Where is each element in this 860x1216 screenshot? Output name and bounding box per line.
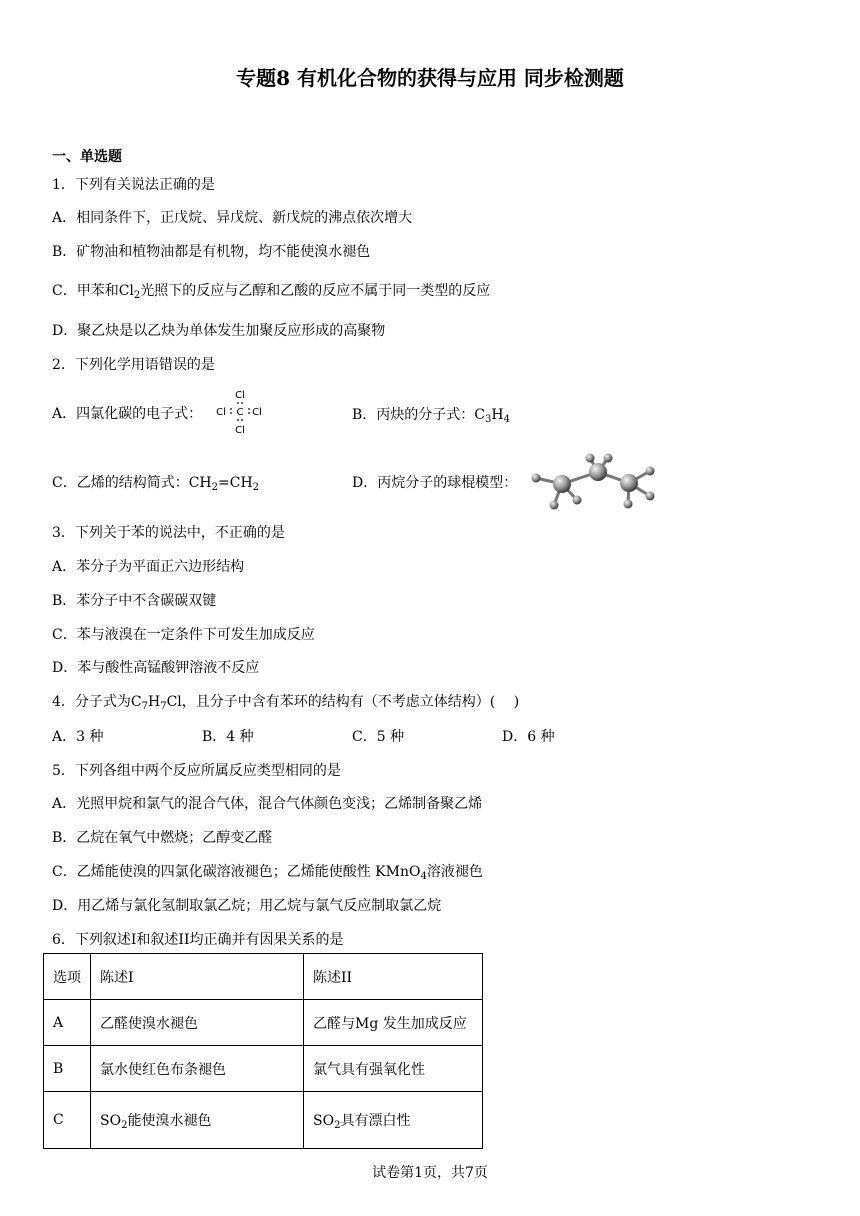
q4-option-b: B．4 种 (202, 729, 254, 745)
table-row (44, 1046, 483, 1092)
q1-option-a: A．相同条件下，正戊烷、异戊烷、新戊烷的沸点依次增大 (52, 210, 413, 226)
q4-option-d: D．6 种 (502, 729, 555, 745)
table-cell: C (44, 1092, 91, 1149)
q3-option-b: B．苯分子中不含碳碳双键 (52, 593, 217, 609)
q6-table (43, 953, 483, 1149)
q2-option-b: B．丙炔的分子式：$C_3H_4$ (352, 407, 510, 425)
q2-option-c: C．乙烯的结构简式：$CH_2=CH_2$ (52, 475, 260, 493)
table-cell: 氯气具有强氧化性 (304, 1046, 483, 1092)
table-row (44, 1092, 483, 1149)
cl-top-label: Cl (235, 390, 245, 401)
question-1-stem: 1．下列有关说法正确的是 (52, 177, 215, 193)
q4-option-a: A．3 种 (52, 729, 104, 745)
cl-left-label: Cl (216, 407, 226, 418)
question-5-stem: 5．下列各组中两个反应所属反应类型相同的是 (52, 763, 341, 779)
carbon-atoms (553, 463, 638, 493)
q2-option-d: D．丙烷分子的球棍模型： (352, 475, 518, 491)
table-cell: 乙醛使溴水褪色 (91, 1000, 304, 1046)
table-row (44, 1000, 483, 1046)
q3-option-a: A．苯分子为平面正六边形结构 (52, 559, 245, 575)
q2-option-a: A．四氯化碳的电子式： (52, 406, 203, 422)
q5-option-b: B．乙烷在氧气中燃烧；乙醇变乙醛 (52, 830, 273, 846)
propane-ball-stick-model (528, 452, 664, 510)
table-cell: B (44, 1046, 91, 1092)
section-heading: 一、单选题 (52, 149, 122, 165)
question-2-stem: 2．下列化学用语错误的是 (52, 357, 215, 373)
table-cell: $SO_2$具有漂白性 (304, 1092, 483, 1149)
header-cell: 选项 (44, 954, 91, 1000)
q5-option-d: D．用乙烯与氯化氢制取氯乙烷；用乙烷与氯气反应制取氯乙烷 (52, 898, 442, 914)
q4-option-c: C．5 种 (352, 729, 405, 745)
table-cell: A (44, 1000, 91, 1046)
page-title: 专题8 有机化合物的获得与应用 同步检测题 (236, 66, 624, 90)
q1-option-c: C．甲苯和$Cl_2$光照下的反应与乙醇和乙酸的反应不属于同一类型的反应 (52, 283, 491, 301)
table-cell: $SO_2$能使溴水褪色 (91, 1092, 304, 1149)
question-4-stem: 4．分子式为$C_7H_7Cl$，且分子中含有苯环的结构有（不考虑立体结构）( ) (52, 694, 520, 712)
header-cell: 陈述I (91, 954, 304, 1000)
cl-right-label: Cl (252, 407, 262, 418)
q1-option-b: B．矿物油和植物油都是有机物，均不能使溴水褪色 (52, 244, 371, 260)
q3-option-c: C．苯与液溴在一定条件下可发生加成反应 (52, 627, 315, 643)
table-cell: 氯水使红色布条褪色 (91, 1046, 304, 1092)
cl-bottom-label: Cl (235, 425, 245, 436)
q5-option-a: A．光照甲烷和氯气的混合气体，混合气体颜色变浅；乙烯制备聚乙烯 (52, 796, 483, 812)
q1-option-d: D．聚乙炔是以乙炔为单体发生加聚反应形成的高聚物 (52, 323, 386, 339)
table-header-row (44, 954, 483, 1000)
question-3-stem: 3．下列关于苯的说法中，不正确的是 (52, 525, 285, 541)
page-footer: 试卷第1页，共7页 (372, 1165, 488, 1181)
table-cell: 乙醛与Mg 发生加成反应 (304, 1000, 483, 1046)
header-cell: 陈述II (304, 954, 483, 1000)
q3-option-d: D．苯与酸性高锰酸钾溶液不反应 (52, 660, 260, 676)
c-center-label: C (236, 407, 244, 418)
question-6-stem: 6．下列叙述I和叙述II均正确并有因果关系的是 (52, 932, 344, 948)
q5-option-c: C．乙烯能使溴的四氯化碳溶液褪色；乙烯能使酸性 KMnO$_4$溶液褪色 (52, 864, 483, 882)
ccl4-electron-formula (212, 386, 268, 440)
